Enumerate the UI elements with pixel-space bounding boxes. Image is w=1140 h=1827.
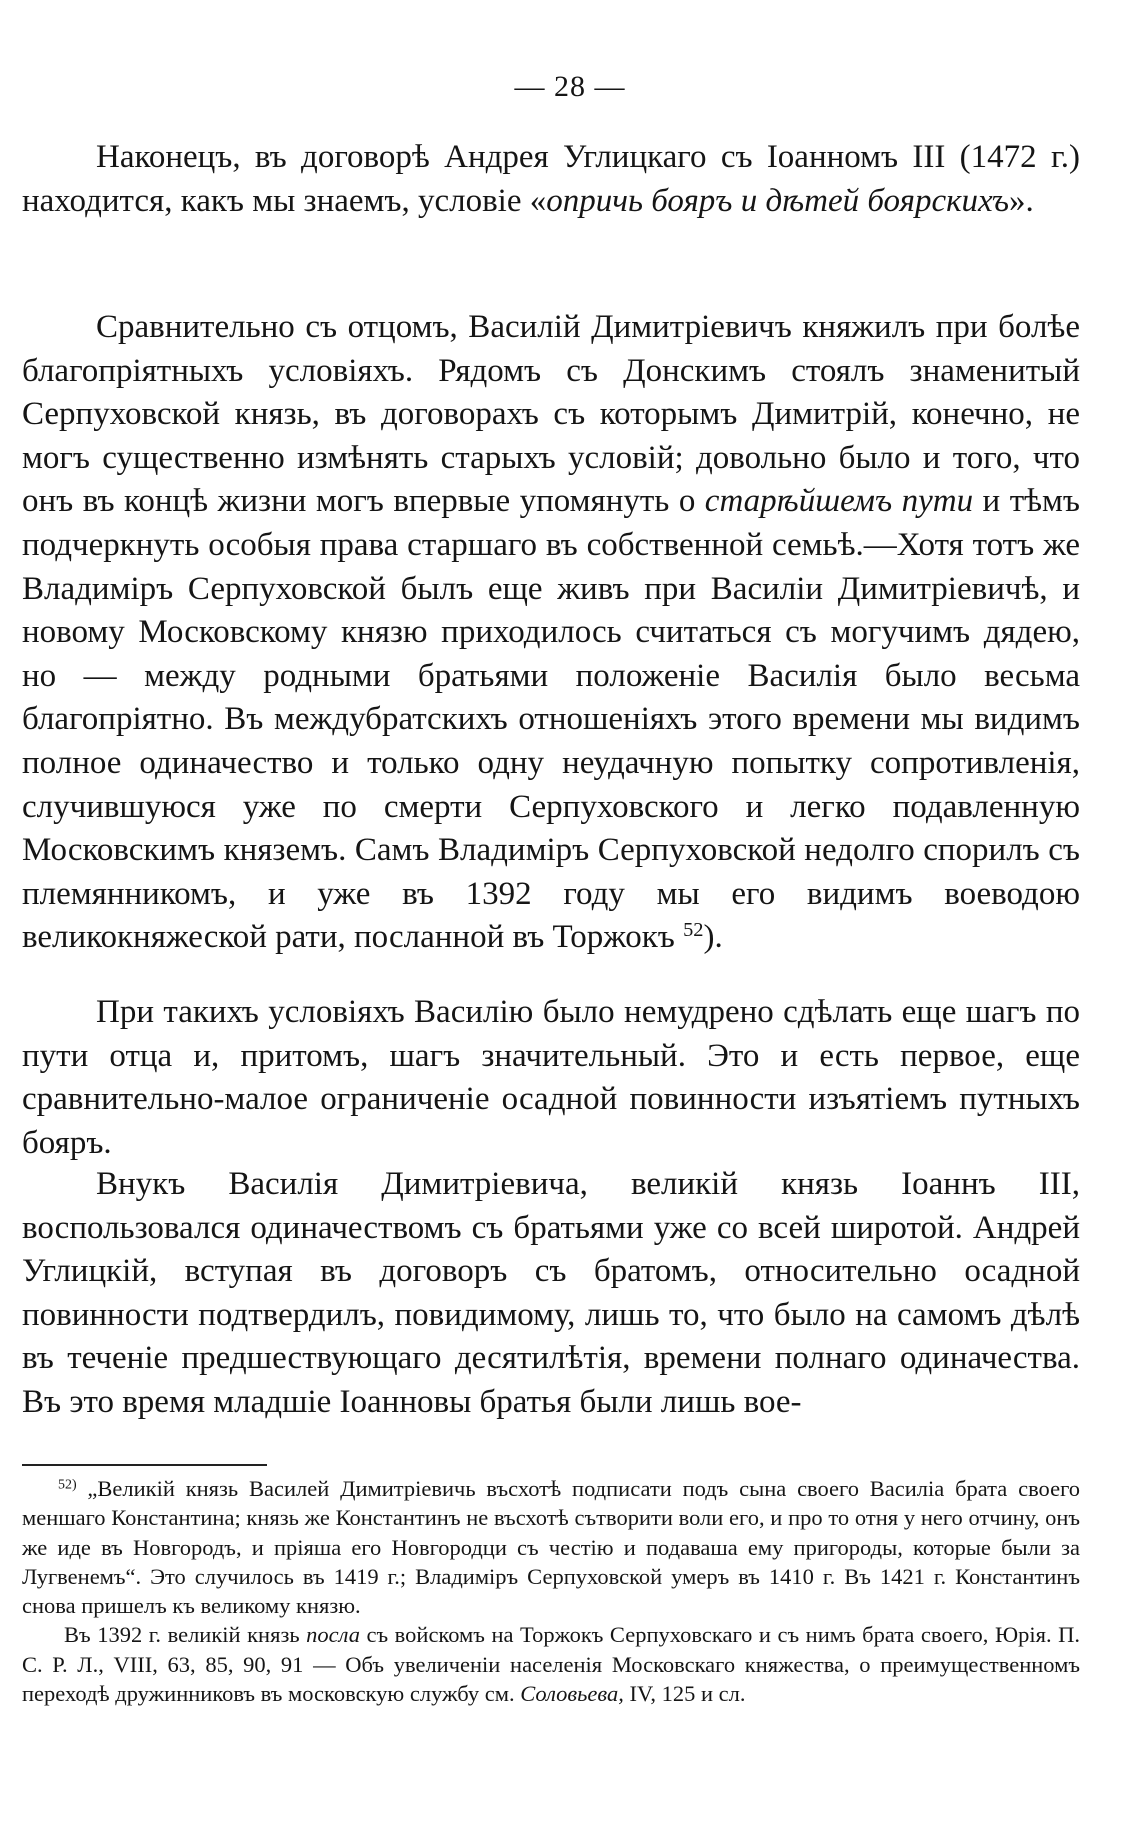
text-span: и тѣмъ подчеркнуть особыя права старшаго въ собственной семьѣ.—Хотя тотъ же Владиміръ Серпуховской былъ еще живъ при Василіи Димитріевичѣ, и новому Московскому князю приходилось считаться съ могучимъ дядею, но — между родными братьями положеніе Василія было весьма благопріятно. Въ междубратскихъ отношеніяхъ этого времени мы видимъ полное одиначество и только одну неудачную попытку сопротивленія, случившуюся уже по смерти Серпуховского и легко подавленную Московскимъ княземъ. Самъ Владиміръ Серпуховской недолго спорилъ съ племянникомъ, и уже въ 1392 году мы его видимъ воеводою великокняжеской рати, посланной въ Торжокъ	[22, 483, 1080, 956]
italic-phrase: старѣйшемъ пути	[704, 483, 974, 520]
paragraph-4	[22, 1163, 1080, 1425]
text-span: ).	[703, 919, 723, 956]
footnote-text: Въ 1392 г. великій князь	[64, 1622, 307, 1648]
text-span: Наконецъ, въ договорѣ Андрея Углицкаго съ Іоанномъ III (1472 г.) находится, какъ мы знаемъ, условіе «	[22, 139, 1080, 219]
text-span: Сравнительно съ отцомъ, Василій Димитріевичъ княжилъ при болѣе благопріятныхъ условіяхъ. Рядомъ съ Донскимъ стоялъ знаменитый Серпуховской князь, въ договорахъ съ которымъ Димитрій, конечно, не могъ существенно измѣнять старыхъ условій; довольно было и того, что онъ въ концѣ жизни могъ впервые упомянуть о	[22, 309, 1080, 520]
footnote-text: „Великій князь Василей Димитріевичь въсхотѣ подписати подъ сына своего Василіа брата своего меншаго Константина; князь же Константинъ не въсхотѣ сътворити воли его, и про то отня у него отчину, онъ же иде въ Новгородъ, и пріяша его Новгородци съ честію и подаваша ему пригороды, которые были за Лугвенемъ“. Это случилось въ 1419 г.; Владиміръ Серпуховской умеръ въ 1410 г. Въ 1421 г. Константинъ снова пришелъ къ великому князю.	[22, 1476, 1080, 1619]
paragraph-text	[22, 306, 1080, 960]
footnote-52	[22, 1474, 1080, 1620]
paragraph-3	[22, 991, 1080, 1165]
footnote-reference[interactable]: 52	[683, 919, 704, 942]
footnotes	[22, 1474, 1080, 1708]
page-number: — 28 —	[514, 70, 626, 103]
footnote-text: IV, 125 и сл.	[623, 1681, 746, 1707]
footnote-text: съ войскомъ на Торжокъ Серпуховскаго и съ нимъ брата своего, Юрія. П. С. Р. Л., VIII, 63, 85, 90, 91 — Объ увеличеніи населенія Московскаго княжества, о преимущественномъ переходѣ дружинниковъ въ московскую службу см.	[22, 1622, 1080, 1707]
footnote-marker: 52)	[58, 1477, 77, 1493]
footnote-divider	[22, 1464, 267, 1466]
text-span: ».	[1008, 182, 1034, 219]
italic-quote: опричь бояръ и дѣтей боярскихъ	[546, 182, 1009, 219]
paragraph-1	[22, 136, 1080, 223]
italic-word: посла	[306, 1622, 360, 1648]
footnote-continuation	[22, 1620, 1080, 1708]
paragraph-text: Внукъ Василія Димитріевича, великій князь Іоаннъ III, воспользовался одиначествомъ съ братьями уже со всей широтой. Андрей Углицкій, вступая въ договоръ съ братомъ, относительно осадной повинности подтвердилъ, повидимому, лишь то, что было на самомъ дѣлѣ въ теченіе предшествующаго десятилѣтія, времени полнаго одиначества. Въ это время младшіе Іоанновы братья были лишь вое-	[22, 1166, 1080, 1420]
paragraph-text: При такихъ условіяхъ Василію было немудрено сдѣлать еще шагъ по пути отца и, притомъ, шагъ значительный. Это и есть первое, еще сравнительно-малое ограниченіе осадной повинности изъятіемъ путныхъ бояръ.	[22, 994, 1080, 1161]
paragraph-2	[22, 306, 1080, 960]
italic-author: Соловьева,	[520, 1681, 624, 1707]
paragraph-text	[22, 136, 1080, 223]
